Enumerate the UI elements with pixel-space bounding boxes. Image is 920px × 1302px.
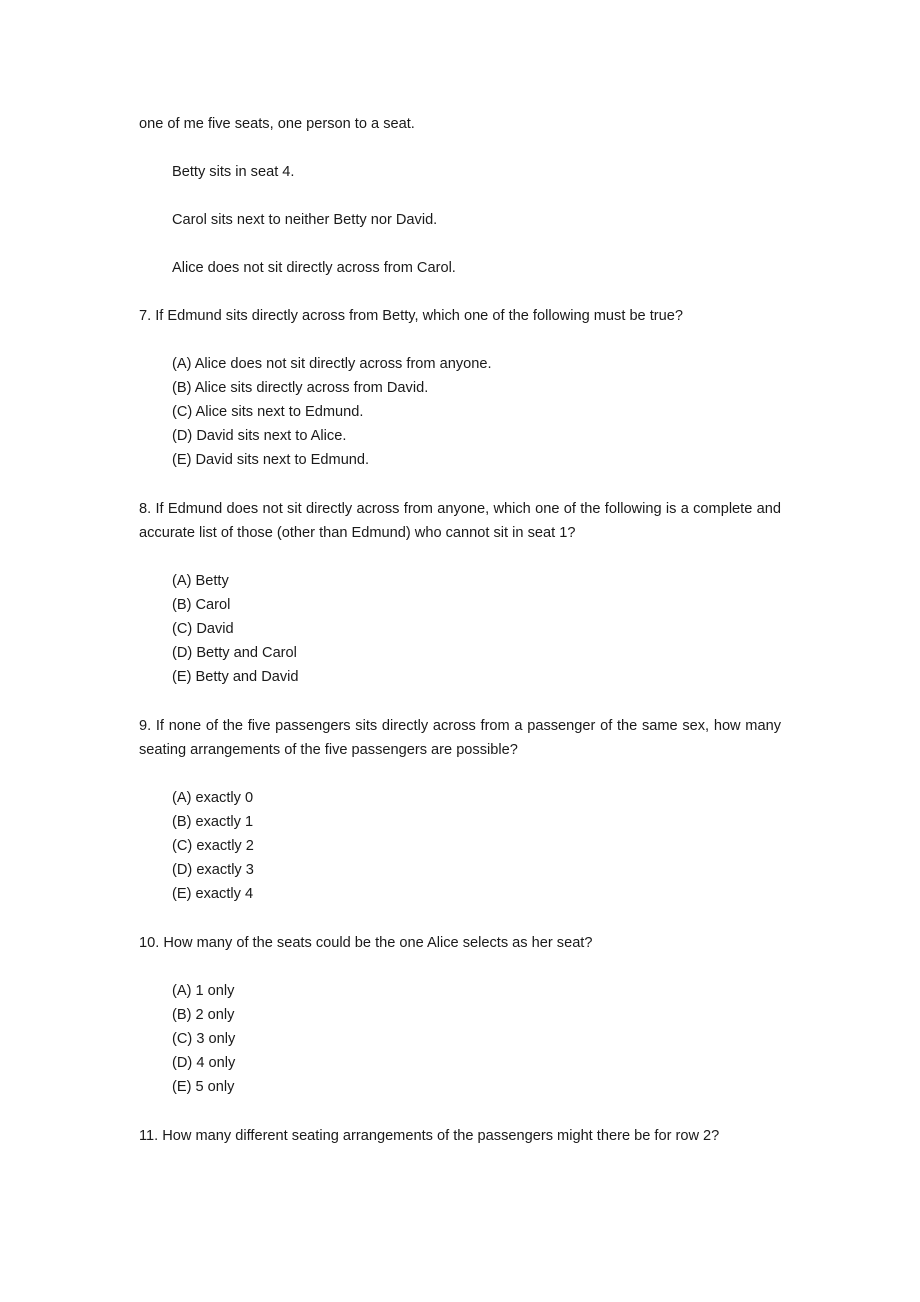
question-11-text: 11. How many different seating arrangements of the passengers might there be for row 2? xyxy=(139,1128,720,1144)
condition-1: Betty sits in seat 4. xyxy=(172,164,295,180)
question-10-option-d: (D) 4 only xyxy=(172,1055,236,1071)
question-7-option-c: (C) Alice sits next to Edmund. xyxy=(172,404,364,420)
question-10-text: 10. How many of the seats could be the one Alice selects as her seat? xyxy=(139,935,593,951)
question-10-option-a: (A) 1 only xyxy=(172,983,235,999)
question-9-text: 9. If none of the five passengers sits directly across from a passenger of the same sex, how many seating arrangements of the five passengers are possible? xyxy=(139,718,781,758)
question-7-option-a: (A) Alice does not sit directly across from anyone. xyxy=(172,356,492,372)
question-10-option-e: (E) 5 only xyxy=(172,1079,235,1095)
question-8-option-d: (D) Betty and Carol xyxy=(172,645,297,661)
question-10-option-c: (C) 3 only xyxy=(172,1031,236,1047)
question-7-text: 7. If Edmund sits directly across from Betty, which one of the following must be true? xyxy=(139,308,683,324)
question-8-option-a: (A) Betty xyxy=(172,573,229,589)
question-7-option-d: (D) David sits next to Alice. xyxy=(172,428,347,444)
question-9-option-e: (E) exactly 4 xyxy=(172,886,254,902)
question-9-option-c: (C) exactly 2 xyxy=(172,838,254,854)
question-8-option-c: (C) David xyxy=(172,621,234,637)
condition-2: Carol sits next to neither Betty nor David. xyxy=(172,212,438,228)
question-9-option-b: (B) exactly 1 xyxy=(172,814,254,830)
question-8-option-b: (B) Carol xyxy=(172,597,231,613)
question-7-option-b: (B) Alice sits directly across from David. xyxy=(172,380,429,396)
question-8-option-e: (E) Betty and David xyxy=(172,669,299,685)
question-9-option-a: (A) exactly 0 xyxy=(172,790,254,806)
question-7-option-e: (E) David sits next to Edmund. xyxy=(172,452,370,468)
question-9-option-d: (D) exactly 3 xyxy=(172,862,254,878)
intro-text: one of me five seats, one person to a seat. xyxy=(139,116,415,132)
condition-3: Alice does not sit directly across from Carol. xyxy=(172,260,456,276)
question-8-text: 8. If Edmund does not sit directly across from anyone, which one of the following is a complete and accurate list of those (other than Edmund) who cannot sit in seat 1? xyxy=(139,501,781,541)
question-10-option-b: (B) 2 only xyxy=(172,1007,235,1023)
